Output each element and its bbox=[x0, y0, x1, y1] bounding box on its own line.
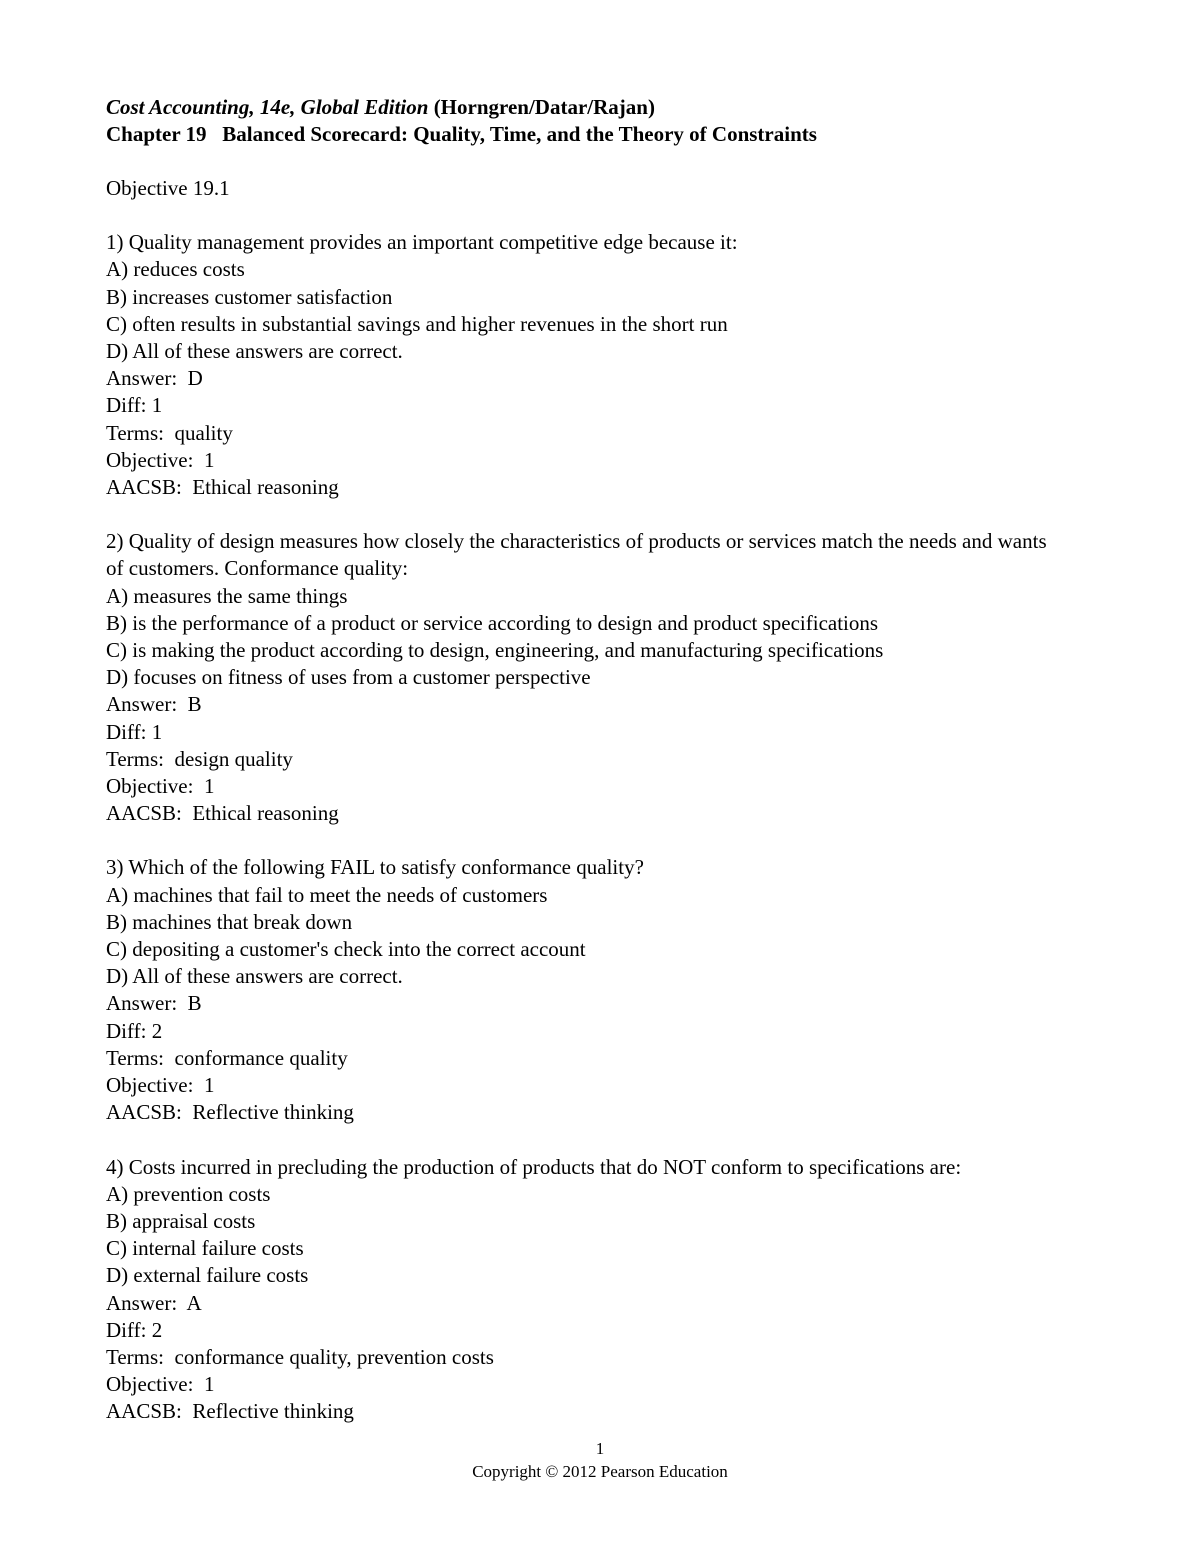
objective: Objective: 1 bbox=[106, 447, 215, 472]
option-c: C) is making the product according to design, engineering, and manufacturing specifications bbox=[106, 638, 884, 663]
terms: Terms: quality bbox=[106, 420, 233, 445]
answer: Answer: B bbox=[106, 692, 202, 717]
option-b: B) machines that break down bbox=[106, 909, 353, 934]
option-a: A) reduces costs bbox=[106, 257, 245, 282]
difficulty: Diff: 2 bbox=[106, 1317, 163, 1342]
aacsb: AACSB: Ethical reasoning bbox=[106, 801, 339, 826]
aacsb: AACSB: Reflective thinking bbox=[106, 1100, 354, 1125]
chapter-title: Chapter 19 Balanced Scorecard: Quality, Time, and the Theory of Constraints bbox=[106, 122, 817, 146]
book-title: Cost Accounting, 14e, Global Edition bbox=[106, 95, 429, 119]
option-d: D) All of these answers are correct. bbox=[106, 964, 403, 989]
difficulty: Diff: 1 bbox=[106, 393, 163, 418]
difficulty: Diff: 1 bbox=[106, 719, 163, 744]
authors: (Horngren/Datar/Rajan) bbox=[433, 95, 655, 119]
question-1 bbox=[106, 229, 1086, 501]
book-title-line bbox=[106, 94, 1086, 121]
question-stem: 3) Which of the following FAIL to satisfy conformance quality? bbox=[106, 855, 644, 880]
option-a: A) measures the same things bbox=[106, 583, 348, 608]
objective-heading: Objective 19.1 bbox=[106, 176, 230, 200]
option-d: D) external failure costs bbox=[106, 1263, 309, 1288]
terms: Terms: conformance quality, prevention costs bbox=[106, 1344, 494, 1369]
option-a: A) machines that fail to meet the needs of customers bbox=[106, 882, 548, 907]
difficulty: Diff: 2 bbox=[106, 1018, 163, 1043]
answer: Answer: A bbox=[106, 1290, 202, 1315]
question-4 bbox=[106, 1154, 1086, 1426]
option-c: C) depositing a customer's check into the correct account bbox=[106, 937, 586, 962]
aacsb: AACSB: Reflective thinking bbox=[106, 1399, 354, 1424]
objective: Objective: 1 bbox=[106, 1073, 215, 1098]
page-number: 1 bbox=[595, 1439, 605, 1458]
question-stem: 2) Quality of design measures how closely the characteristics of products or services match the needs and wants of customers. Conformance quality: bbox=[106, 529, 1047, 581]
option-c: C) internal failure costs bbox=[106, 1236, 304, 1261]
copyright-notice: Copyright © 2012 Pearson Education bbox=[472, 1462, 728, 1481]
question-stem: 4) Costs incurred in precluding the production of products that do NOT conform to specifications are: bbox=[106, 1154, 962, 1179]
answer: Answer: D bbox=[106, 366, 203, 391]
terms: Terms: conformance quality bbox=[106, 1045, 348, 1070]
option-d: D) focuses on fitness of uses from a customer perspective bbox=[106, 665, 591, 690]
option-a: A) prevention costs bbox=[106, 1181, 271, 1206]
document-page bbox=[106, 94, 1086, 1426]
option-b: B) is the performance of a product or service according to design and product specifications bbox=[106, 610, 879, 635]
question-3 bbox=[106, 854, 1086, 1126]
question-stem: 1) Quality management provides an important competitive edge because it: bbox=[106, 230, 738, 255]
objective: Objective: 1 bbox=[106, 1372, 215, 1397]
option-d: D) All of these answers are correct. bbox=[106, 339, 403, 364]
terms: Terms: design quality bbox=[106, 746, 293, 771]
aacsb: AACSB: Ethical reasoning bbox=[106, 475, 339, 500]
answer: Answer: B bbox=[106, 991, 202, 1016]
question-2 bbox=[106, 528, 1086, 827]
objective: Objective: 1 bbox=[106, 774, 215, 799]
option-b: B) appraisal costs bbox=[106, 1208, 256, 1233]
option-b: B) increases customer satisfaction bbox=[106, 284, 393, 309]
option-c: C) often results in substantial savings and higher revenues in the short run bbox=[106, 311, 728, 336]
